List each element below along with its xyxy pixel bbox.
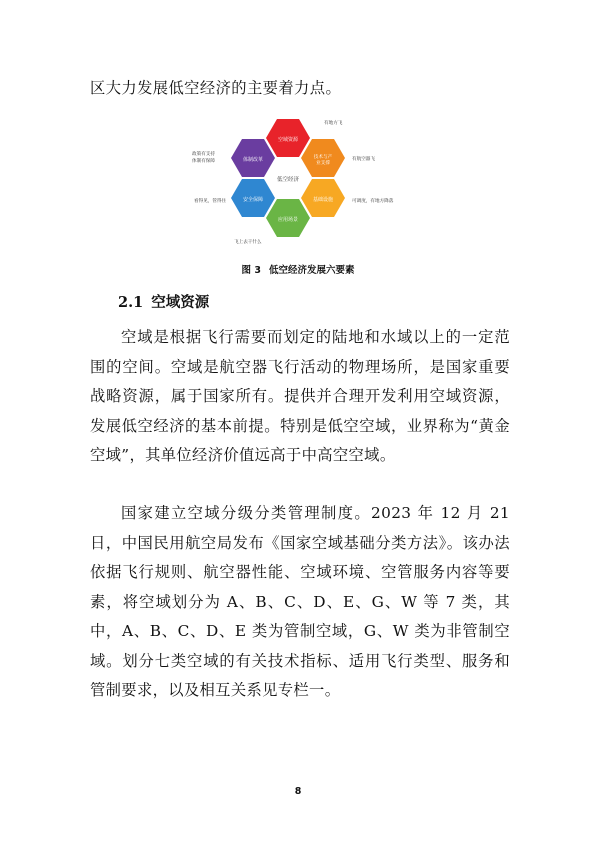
annotation-left-upper-2: 体制有保障 [192,159,215,164]
annotation-right-upper: 有航空器飞 [352,157,375,162]
hexagon-label: 基础设施 [312,197,334,203]
hexagon-technology [301,139,345,177]
hexagon-diagram [176,106,426,256]
annotation-left-lower: 看得见，管得住 [194,199,227,204]
hexagon-label: 应用场景 [277,217,299,223]
paragraph-airspace-classification: 国家建立空域分级分类管理制度。2023 年 12 月 21 日，中国民用航空局发布《国家空域基础分类方法》。该办法依据飞行规则、航空器性能、空域环境、空管服务内容等要素，将空域划分为 A、B、C、D、E、G、W 等 7 类，其中，A、B、C、D、E 类为管制空域，G、W 类为非管制空域。划分七类空域的有关技术指标、适用飞行类型、服务和管制要求，以及相互关系见专栏一。 [90,504,510,699]
annotation-top-right: 有地方飞 [324,121,343,126]
hexagon-label: 体制改革 [242,157,264,163]
section-number: 2.1 [118,294,144,311]
hexagon-safety [231,179,275,217]
hexagon-label: 安全保障 [242,197,264,203]
paragraph-airspace-definition: 空域是根据飞行需要而划定的陆地和水域以上的一定范围的空间。空域是航空器飞行活动的物理场所，是国家重要战略资源，属于国家所有。提供并合理开发利用空域资源，发展低空经济的基本前提。特别是低空空域，业界称为“黄金空域”，其单位经济价值远高于中高空空域。 [90,328,510,464]
six-elements-figure [176,106,426,256]
hexagon-label: 技术与产业支撑 [313,155,333,166]
figure-caption [0,262,596,276]
hexagon-airspace [266,119,310,157]
section-heading [118,291,217,312]
hexagon-infrastructure [301,179,345,217]
caption-title: 低空经济发展六要素 [268,265,355,276]
hexagon-institutional-reform [231,139,275,177]
caption-number: 图 3 [241,265,261,276]
page-number: 8 [294,786,302,797]
section-title: 空域资源 [151,294,210,311]
annotation-right-lower: 可调度，有地方降落 [352,199,394,204]
hexagon-applications [266,199,310,237]
hexagon-label: 空域资源 [277,137,299,143]
intro-line: 区大力发展低空经济的主要着力点。 [90,79,342,97]
annotation-left-upper-1: 政策有支持 [192,152,215,157]
center-label: 低空经济 [276,177,300,183]
annotation-bottom-left: 飞上去干什么 [234,240,262,245]
